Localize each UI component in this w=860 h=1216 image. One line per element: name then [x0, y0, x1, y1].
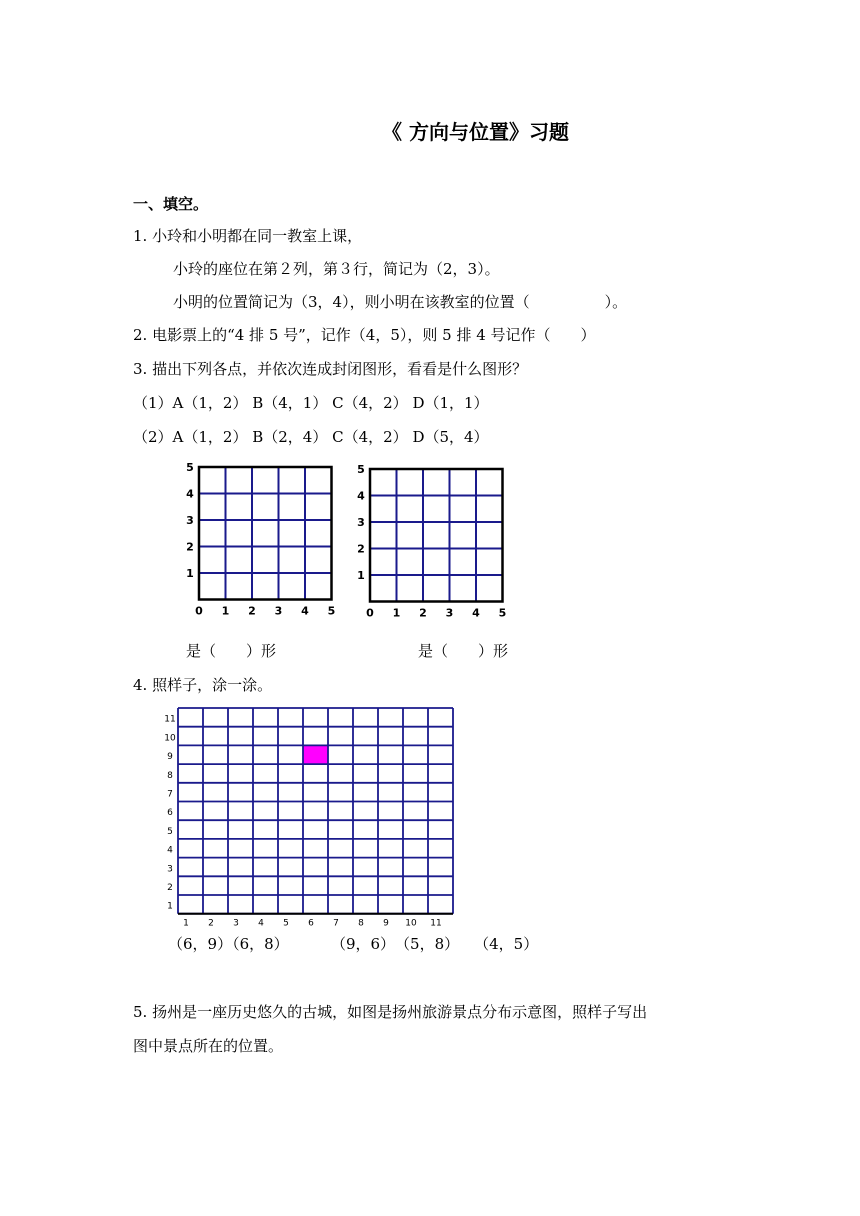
- question-5-line-1: 5. 扬州是一座历史悠久的古城，如图是扬州旅游景点分布示意图，照样子写出: [133, 1003, 648, 1021]
- question-4-points: （6，9）（6，8） （9，6） （5，8） （4，5）: [168, 935, 539, 953]
- question-1-line-1: 1. 小玲和小明都在同一教室上课，: [133, 227, 363, 245]
- question-3-answer-1: 是（ ）形: [186, 642, 277, 660]
- question-4-line-1: 4. 照样子，涂一涂。: [133, 676, 273, 694]
- y-tick-label: 4: [167, 845, 173, 856]
- y-tick-label: 3: [186, 514, 194, 527]
- x-tick-label: 4: [472, 606, 480, 620]
- y-tick-label: 9: [167, 752, 173, 763]
- x-tick-label: 1: [183, 918, 189, 929]
- y-tick-label: 4: [357, 489, 365, 503]
- question-3-answer-2: 是（ ）形: [418, 642, 509, 660]
- x-tick-label: 4: [301, 604, 309, 618]
- page-title: 《 方向与位置》习题: [382, 120, 569, 144]
- y-tick-label: 2: [186, 540, 194, 554]
- y-tick-label: 2: [357, 542, 365, 556]
- y-tick-label: 5: [167, 826, 173, 837]
- x-tick-label: 5: [283, 918, 289, 929]
- filled-cell: [303, 745, 328, 764]
- y-tick-label: 5: [186, 461, 194, 474]
- y-tick-label: 2: [167, 883, 173, 893]
- y-tick-label: 1: [357, 569, 365, 582]
- x-tick-label: 1: [392, 606, 401, 620]
- question-2: 2. 电影票上的“4 排 5 号”，记作（4，5），则 5 排 4 号记作（ ）: [133, 326, 596, 344]
- y-tick-label: 7: [167, 789, 173, 800]
- x-tick-label: 0: [195, 604, 203, 618]
- x-tick-label: 0: [366, 606, 374, 620]
- y-tick-label: 4: [186, 487, 194, 501]
- question-3-line-1: 3. 描出下列各点，并依次连成封闭图形，看看是什么图形？: [133, 360, 528, 378]
- question-5-line-2: 图中景点所在的位置。: [133, 1037, 284, 1055]
- x-tick-label: 3: [233, 918, 239, 929]
- x-tick-label: 10: [405, 918, 417, 929]
- y-tick-label: 1: [167, 901, 173, 912]
- y-tick-label: 11: [164, 714, 176, 725]
- y-tick-label: 8: [167, 770, 173, 781]
- x-tick-label: 5: [327, 604, 336, 618]
- question-3-points-2: （2）A（1，2） B（2，4） C（4，2） D（5，4）: [133, 428, 489, 446]
- question-3-points-1: （1）A（1，2） B（4，1） C（4，2） D（1，1）: [133, 394, 489, 412]
- question-1-line-2: 小玲的座位在第２列，第３行，简记为（2，3）。: [173, 260, 500, 278]
- grid-border: [370, 469, 503, 602]
- y-tick-label: 5: [357, 463, 365, 476]
- x-tick-label: 5: [498, 606, 507, 620]
- x-tick-label: 4: [258, 918, 264, 929]
- x-tick-label: 8: [358, 918, 364, 929]
- question-1-line-3: 小明的位置简记为（3，4），则小明在该教室的位置（ ）。: [173, 293, 628, 311]
- coloring-grid: [160, 702, 470, 927]
- y-tick-label: 10: [164, 733, 176, 744]
- coordinate-grid-1: [180, 458, 350, 618]
- y-tick-label: 6: [167, 808, 173, 819]
- y-tick-label: 1: [186, 567, 194, 580]
- coordinate-grid-2: [352, 460, 522, 620]
- x-tick-label: 3: [274, 604, 283, 618]
- x-tick-label: 11: [430, 918, 442, 929]
- y-tick-label: 3: [167, 864, 173, 875]
- x-tick-label: 7: [333, 918, 339, 929]
- grid-border: [199, 467, 332, 600]
- y-tick-label: 3: [357, 516, 365, 529]
- x-tick-label: 2: [208, 918, 214, 929]
- x-tick-label: 1: [221, 604, 230, 618]
- x-tick-label: 2: [419, 606, 427, 620]
- x-tick-label: 2: [248, 604, 256, 618]
- section-heading: 一、填空。: [133, 195, 209, 213]
- x-tick-label: 9: [383, 918, 389, 929]
- x-tick-label: 3: [445, 606, 454, 620]
- x-tick-label: 6: [308, 918, 314, 929]
